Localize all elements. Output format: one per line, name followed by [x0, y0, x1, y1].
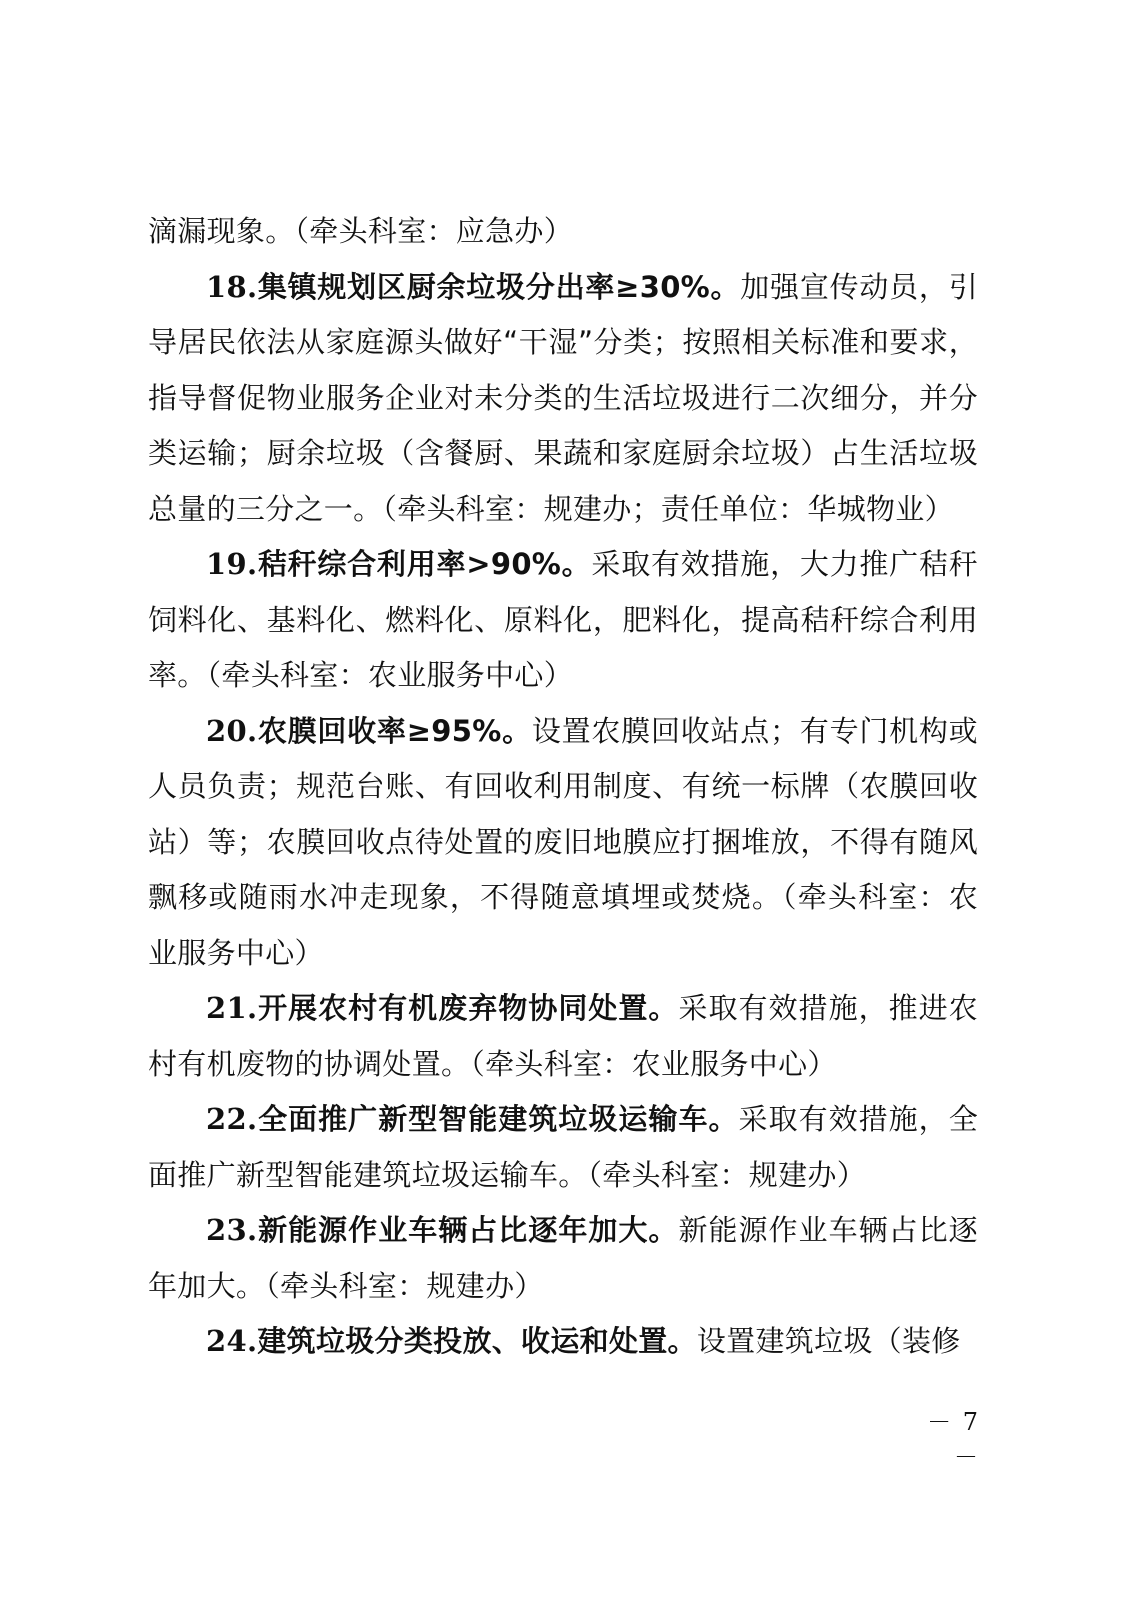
item-number: 20. [206, 713, 258, 748]
item-heading: 秸秆综合利用率>90%。 [257, 547, 592, 581]
item-text: 采取有效措施，大力推广秸秆饲料化、基料化、燃料化、原料化，肥料化，提高秸秆综合利用率。（牵头科室：农业服务中心） [148, 547, 979, 692]
item-text: 采取有效措施，推进农村有机废物的协调处置。（牵头科室：农业服务中心） [148, 991, 978, 1081]
item-24 [148, 1314, 978, 1370]
item-heading: 建筑垃圾分类投放、收运和处置。 [257, 1324, 697, 1358]
intro-paragraph: 滴漏现象。（牵头科室：应急办） [148, 214, 574, 248]
item-text: 加强宣传动员，引导居民依法从家庭源头做好“干湿”分类；按照相关标准和要求，指导督促物业服务企业对未分类的生活垃圾进行二次细分，并分类运输；厨余垃圾（含餐厨、果蔬和家庭厨余垃圾）占生活垃圾总量的三分之一。（牵头科室：规建办；责任单位：华城物业） [148, 269, 978, 526]
item-number: 24. [206, 1324, 258, 1358]
item-heading: 开展农村有机废弃物协同处置。 [257, 991, 679, 1025]
item-22 [148, 1092, 978, 1203]
item-number: 19. [206, 547, 258, 581]
item-text: 设置建筑垃圾（装修 [696, 1324, 961, 1358]
item-20 [148, 704, 978, 982]
item-text: 采取有效措施，全面推广新型智能建筑垃圾运输车。（牵头科室：规建办） [148, 1102, 978, 1192]
item-heading: 农膜回收率≥95%。 [257, 713, 532, 748]
item-number: 21. [206, 991, 258, 1025]
item-heading: 全面推广新型智能建筑垃圾运输车。 [257, 1102, 739, 1136]
item-heading: 集镇规划区厨余垃圾分出率≥30%。 [257, 269, 741, 304]
item-21 [148, 981, 978, 1092]
item-23 [148, 1203, 978, 1314]
item-heading: 新能源作业车辆占比逐年加大。 [257, 1213, 679, 1247]
item-number: 23. [206, 1213, 258, 1247]
item-number: 18. [206, 269, 258, 304]
page-number: － 7 － [927, 1408, 980, 1471]
item-number: 22. [206, 1102, 258, 1136]
item-text: 设置农膜回收站点；有专门机构或人员负责；规范台账、有回收利用制度、有统一标牌（农膜回收站）等；农膜回收点待处置的废旧地膜应打捆堆放，不得有随风飘移或随雨水冲走现象，不得随意填埋或焚烧。（牵头科室：农业服务中心） [148, 713, 978, 970]
item-18 [148, 260, 978, 538]
document-body [148, 204, 978, 1370]
item-19 [148, 537, 978, 704]
item-text: 新能源作业车辆占比逐年加大。（牵头科室：规建办） [148, 1213, 978, 1303]
